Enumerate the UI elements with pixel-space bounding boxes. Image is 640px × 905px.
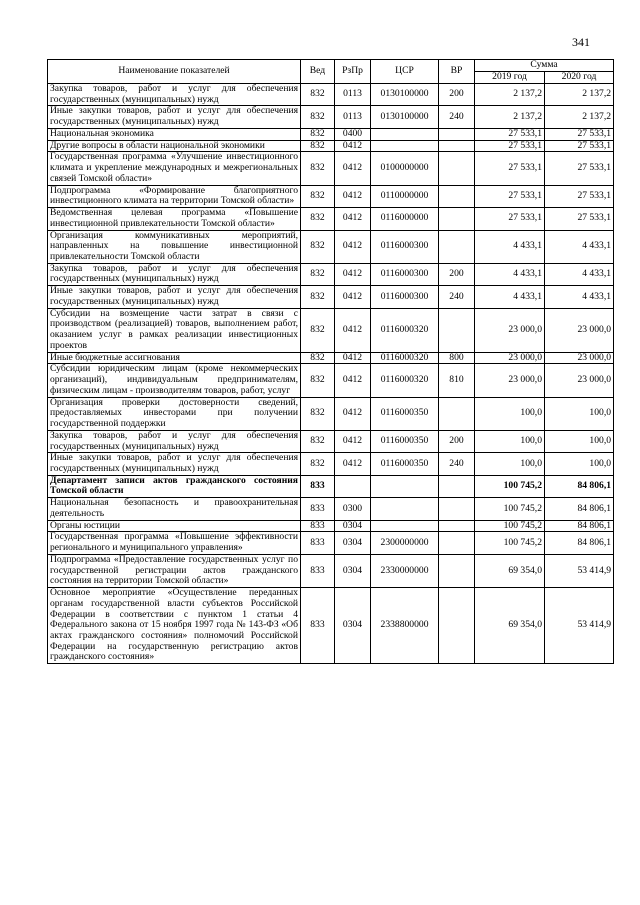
cell-ved: 832 bbox=[301, 84, 335, 106]
table-row bbox=[48, 106, 614, 128]
cell-name: Закупка товаров, работ и услуг для обеспечения государственных (муниципальных) нужд bbox=[48, 430, 301, 452]
cell-ved: 832 bbox=[301, 106, 335, 128]
cell-amount-2020: 100,0 bbox=[545, 397, 614, 430]
cell-csr: 0116000320 bbox=[371, 308, 439, 352]
cell-csr: 0116000350 bbox=[371, 397, 439, 430]
cell-amount-2019: 27 533,1 bbox=[475, 152, 545, 185]
cell-ved: 832 bbox=[301, 230, 335, 263]
cell-rzpr: 0412 bbox=[335, 352, 371, 364]
cell-amount-2020: 4 433,1 bbox=[545, 263, 614, 285]
cell-ved: 832 bbox=[301, 453, 335, 475]
cell-csr: 2300000000 bbox=[371, 532, 439, 554]
cell-ved: 833 bbox=[301, 532, 335, 554]
cell-vr bbox=[439, 397, 475, 430]
cell-rzpr: 0113 bbox=[335, 106, 371, 128]
cell-amount-2020: 84 806,1 bbox=[545, 498, 614, 520]
header-ved: Вед bbox=[301, 60, 335, 84]
cell-csr bbox=[371, 140, 439, 152]
table-row bbox=[48, 128, 614, 140]
cell-rzpr: 0400 bbox=[335, 128, 371, 140]
table-row bbox=[48, 230, 614, 263]
cell-ved: 832 bbox=[301, 364, 335, 397]
header-rzpr: РзПр bbox=[335, 60, 371, 84]
cell-rzpr: 0304 bbox=[335, 520, 371, 532]
cell-ved: 833 bbox=[301, 475, 335, 497]
cell-amount-2019: 4 433,1 bbox=[475, 263, 545, 285]
cell-name: Иные закупки товаров, работ и услуг для обеспечения государственных (муниципальных) нужд bbox=[48, 453, 301, 475]
table-row bbox=[48, 308, 614, 352]
cell-amount-2019: 27 533,1 bbox=[475, 140, 545, 152]
cell-amount-2020: 100,0 bbox=[545, 430, 614, 452]
cell-rzpr: 0412 bbox=[335, 453, 371, 475]
table-row bbox=[48, 588, 614, 664]
cell-csr bbox=[371, 128, 439, 140]
cell-name: Государственная программа «Улучшение инвестиционного климата и укрепление международных и межрегиональных связей Томской области» bbox=[48, 152, 301, 185]
cell-csr bbox=[371, 520, 439, 532]
cell-name: Закупка товаров, работ и услуг для обеспечения государственных (муниципальных) нужд bbox=[48, 84, 301, 106]
header-sum: Сумма bbox=[475, 60, 614, 72]
table-row bbox=[48, 84, 614, 106]
cell-amount-2020: 100,0 bbox=[545, 453, 614, 475]
cell-csr bbox=[371, 475, 439, 497]
cell-amount-2019: 100 745,2 bbox=[475, 498, 545, 520]
cell-amount-2019: 100,0 bbox=[475, 453, 545, 475]
cell-rzpr: 0412 bbox=[335, 230, 371, 263]
cell-vr: 200 bbox=[439, 84, 475, 106]
cell-csr: 0130100000 bbox=[371, 106, 439, 128]
table-row bbox=[48, 554, 614, 587]
cell-csr: 0110000000 bbox=[371, 185, 439, 207]
cell-csr: 0116000000 bbox=[371, 208, 439, 230]
table-row bbox=[48, 430, 614, 452]
cell-amount-2020: 27 533,1 bbox=[545, 128, 614, 140]
cell-csr: 0116000350 bbox=[371, 430, 439, 452]
table-row bbox=[48, 263, 614, 285]
cell-vr bbox=[439, 475, 475, 497]
cell-amount-2019: 27 533,1 bbox=[475, 128, 545, 140]
table-row bbox=[48, 352, 614, 364]
cell-vr: 810 bbox=[439, 364, 475, 397]
cell-amount-2019: 23 000,0 bbox=[475, 308, 545, 352]
cell-rzpr: 0412 bbox=[335, 185, 371, 207]
cell-amount-2019: 100 745,2 bbox=[475, 475, 545, 497]
table-row bbox=[48, 286, 614, 308]
cell-csr: 0116000300 bbox=[371, 263, 439, 285]
table-row bbox=[48, 140, 614, 152]
cell-csr: 2338800000 bbox=[371, 588, 439, 664]
table-row bbox=[48, 532, 614, 554]
cell-vr bbox=[439, 152, 475, 185]
cell-ved: 833 bbox=[301, 554, 335, 587]
cell-vr: 200 bbox=[439, 430, 475, 452]
cell-amount-2019: 2 137,2 bbox=[475, 84, 545, 106]
cell-name: Государственная программа «Повышение эффективности регионального и муниципального управления» bbox=[48, 532, 301, 554]
cell-vr: 800 bbox=[439, 352, 475, 364]
cell-csr: 0116000300 bbox=[371, 230, 439, 263]
cell-amount-2020: 4 433,1 bbox=[545, 230, 614, 263]
cell-amount-2019: 4 433,1 bbox=[475, 230, 545, 263]
cell-amount-2020: 23 000,0 bbox=[545, 364, 614, 397]
cell-amount-2019: 100,0 bbox=[475, 397, 545, 430]
cell-rzpr: 0304 bbox=[335, 588, 371, 664]
cell-ved: 832 bbox=[301, 140, 335, 152]
cell-amount-2019: 69 354,0 bbox=[475, 554, 545, 587]
cell-ved: 832 bbox=[301, 308, 335, 352]
cell-name: Организация проверки достоверности сведений, предоставляемых инвесторами при получении государственной поддержки bbox=[48, 397, 301, 430]
cell-csr: 0100000000 bbox=[371, 152, 439, 185]
cell-ved: 832 bbox=[301, 430, 335, 452]
cell-amount-2020: 2 137,2 bbox=[545, 84, 614, 106]
cell-amount-2019: 27 533,1 bbox=[475, 185, 545, 207]
cell-rzpr: 0412 bbox=[335, 308, 371, 352]
cell-name: Иные закупки товаров, работ и услуг для обеспечения государственных (муниципальных) нужд bbox=[48, 106, 301, 128]
budget-table bbox=[47, 59, 614, 664]
cell-vr bbox=[439, 185, 475, 207]
cell-vr bbox=[439, 308, 475, 352]
table-row bbox=[48, 498, 614, 520]
cell-ved: 833 bbox=[301, 498, 335, 520]
cell-name: Национальная экономика bbox=[48, 128, 301, 140]
cell-rzpr: 0304 bbox=[335, 554, 371, 587]
cell-name: Подпрограмма «Формирование благоприятного инвестиционного климата на территории Томской области» bbox=[48, 185, 301, 207]
cell-rzpr: 0113 bbox=[335, 84, 371, 106]
table-row bbox=[48, 397, 614, 430]
cell-rzpr: 0412 bbox=[335, 263, 371, 285]
cell-name: Другие вопросы в области национальной экономики bbox=[48, 140, 301, 152]
table-body bbox=[48, 84, 614, 664]
cell-csr: 0116000350 bbox=[371, 453, 439, 475]
header-csr: ЦСР bbox=[371, 60, 439, 84]
cell-ved: 832 bbox=[301, 152, 335, 185]
cell-amount-2020: 84 806,1 bbox=[545, 475, 614, 497]
cell-rzpr: 0412 bbox=[335, 286, 371, 308]
table-row bbox=[48, 208, 614, 230]
table-row bbox=[48, 520, 614, 532]
cell-rzpr: 0412 bbox=[335, 140, 371, 152]
cell-amount-2020: 2 137,2 bbox=[545, 106, 614, 128]
cell-vr: 240 bbox=[439, 286, 475, 308]
cell-vr: 240 bbox=[439, 106, 475, 128]
cell-amount-2019: 69 354,0 bbox=[475, 588, 545, 664]
cell-name: Основное мероприятие «Осуществление переданных органам государственной власти субъектов Российской Федерации в соответствии с пунктом 1 статьи 4 Федерального закона от 15 ноября 1997 года № 143-ФЗ «Об актах гражданского состояния» полномочий Российской Федерации на государственную регистрацию актов гражданского состояния» bbox=[48, 588, 301, 664]
cell-vr: 200 bbox=[439, 263, 475, 285]
cell-name: Ведомственная целевая программа «Повышение инвестиционной привлекательности Томской области» bbox=[48, 208, 301, 230]
cell-csr: 0116000300 bbox=[371, 286, 439, 308]
cell-amount-2020: 27 533,1 bbox=[545, 208, 614, 230]
cell-amount-2019: 23 000,0 bbox=[475, 364, 545, 397]
cell-csr: 2330000000 bbox=[371, 554, 439, 587]
page-number: 341 bbox=[572, 35, 590, 49]
cell-vr bbox=[439, 230, 475, 263]
cell-ved: 832 bbox=[301, 397, 335, 430]
cell-amount-2019: 100 745,2 bbox=[475, 520, 545, 532]
header-name: Наименование показателей bbox=[48, 60, 301, 84]
cell-amount-2019: 100 745,2 bbox=[475, 532, 545, 554]
cell-amount-2020: 53 414,9 bbox=[545, 588, 614, 664]
cell-rzpr: 0412 bbox=[335, 208, 371, 230]
cell-vr bbox=[439, 140, 475, 152]
cell-rzpr: 0412 bbox=[335, 397, 371, 430]
table-row bbox=[48, 475, 614, 497]
cell-ved: 832 bbox=[301, 263, 335, 285]
cell-vr bbox=[439, 208, 475, 230]
cell-name: Организация коммуникативных мероприятий, направленных на повышение инвестиционной привлекательности Томской области bbox=[48, 230, 301, 263]
cell-name: Органы юстиции bbox=[48, 520, 301, 532]
cell-amount-2020: 27 533,1 bbox=[545, 152, 614, 185]
cell-amount-2020: 27 533,1 bbox=[545, 185, 614, 207]
cell-rzpr: 0412 bbox=[335, 430, 371, 452]
cell-csr: 0116000320 bbox=[371, 352, 439, 364]
cell-amount-2020: 53 414,9 bbox=[545, 554, 614, 587]
cell-name: Подпрограмма «Предоставление государственных услуг по государственной регистрации актов гражданского состояния на территории Томской области» bbox=[48, 554, 301, 587]
cell-vr bbox=[439, 588, 475, 664]
cell-amount-2019: 23 000,0 bbox=[475, 352, 545, 364]
cell-ved: 832 bbox=[301, 128, 335, 140]
cell-vr bbox=[439, 554, 475, 587]
cell-name: Иные закупки товаров, работ и услуг для обеспечения государственных (муниципальных) нужд bbox=[48, 286, 301, 308]
table-row bbox=[48, 453, 614, 475]
cell-amount-2019: 27 533,1 bbox=[475, 208, 545, 230]
cell-amount-2019: 100,0 bbox=[475, 430, 545, 452]
cell-amount-2020: 84 806,1 bbox=[545, 532, 614, 554]
cell-name: Национальная безопасность и правоохранительная деятельность bbox=[48, 498, 301, 520]
cell-vr bbox=[439, 520, 475, 532]
cell-ved: 833 bbox=[301, 520, 335, 532]
header-vr: ВР bbox=[439, 60, 475, 84]
cell-ved: 832 bbox=[301, 185, 335, 207]
cell-amount-2020: 84 806,1 bbox=[545, 520, 614, 532]
table-row bbox=[48, 364, 614, 397]
cell-csr bbox=[371, 498, 439, 520]
cell-vr bbox=[439, 498, 475, 520]
cell-vr bbox=[439, 532, 475, 554]
table-row bbox=[48, 152, 614, 185]
cell-rzpr bbox=[335, 475, 371, 497]
cell-name: Закупка товаров, работ и услуг для обеспечения государственных (муниципальных) нужд bbox=[48, 263, 301, 285]
cell-rzpr: 0412 bbox=[335, 152, 371, 185]
cell-csr: 0116000320 bbox=[371, 364, 439, 397]
cell-amount-2019: 2 137,2 bbox=[475, 106, 545, 128]
cell-ved: 832 bbox=[301, 286, 335, 308]
cell-amount-2020: 27 533,1 bbox=[545, 140, 614, 152]
cell-csr: 0130100000 bbox=[371, 84, 439, 106]
cell-vr: 240 bbox=[439, 453, 475, 475]
cell-amount-2020: 23 000,0 bbox=[545, 352, 614, 364]
cell-rzpr: 0300 bbox=[335, 498, 371, 520]
cell-amount-2020: 4 433,1 bbox=[545, 286, 614, 308]
cell-name: Иные бюджетные ассигнования bbox=[48, 352, 301, 364]
cell-vr bbox=[439, 128, 475, 140]
cell-amount-2020: 23 000,0 bbox=[545, 308, 614, 352]
cell-rzpr: 0304 bbox=[335, 532, 371, 554]
cell-ved: 833 bbox=[301, 588, 335, 664]
table-row bbox=[48, 185, 614, 207]
cell-amount-2019: 4 433,1 bbox=[475, 286, 545, 308]
cell-rzpr: 0412 bbox=[335, 364, 371, 397]
cell-name: Субсидии юридическим лицам (кроме некоммерческих организаций), индивидуальным предпринимателям, физическим лицам - производителям товаров, работ, услуг bbox=[48, 364, 301, 397]
header-year-2019: 2019 год bbox=[475, 72, 545, 84]
cell-name: Субсидии на возмещение части затрат в связи с производством (реализацией) товаров, выполнением работ, оказанием услуг в рамках реализации инвестиционных проектов bbox=[48, 308, 301, 352]
cell-ved: 832 bbox=[301, 208, 335, 230]
cell-name: Департамент записи актов гражданского состояния Томской области bbox=[48, 475, 301, 497]
cell-ved: 832 bbox=[301, 352, 335, 364]
header-year-2020: 2020 год bbox=[545, 72, 614, 84]
